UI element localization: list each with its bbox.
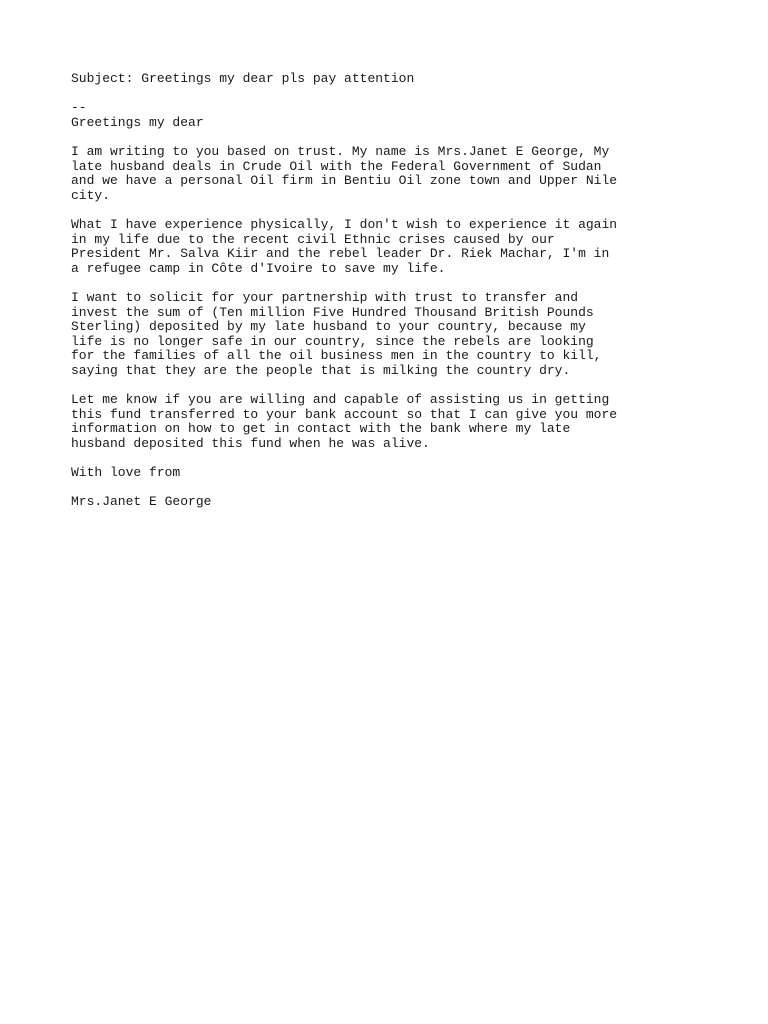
paragraph xyxy=(71,393,691,451)
paragraph-line: this fund transferred to your bank account so that I can give you more xyxy=(71,406,618,422)
paragraph-line: President Mr. Salva Kiir and the rebel leader Dr. Riek Machar, I'm in xyxy=(71,246,610,262)
email-body xyxy=(71,72,691,510)
paragraph xyxy=(71,145,691,203)
paragraph-line: life is no longer safe in our country, since the rebels are looking xyxy=(71,333,594,349)
paragraph-line: in my life due to the recent civil Ethnic crises caused by our xyxy=(71,231,555,247)
paragraph-line: Sterling) deposited by my late husband to your country, because my xyxy=(71,319,586,335)
paragraph-line: Let me know if you are willing and capable of assisting us in getting xyxy=(71,392,610,408)
paragraph-line: for the families of all the oil business men in the country to kill, xyxy=(71,348,602,364)
signature-separator: -- xyxy=(71,100,87,116)
paragraph-line: What I have experience physically, I don't wish to experience it again xyxy=(71,216,618,232)
blank-line xyxy=(71,276,691,291)
blank-line xyxy=(71,451,691,466)
paragraph-line: a refugee camp in Côte d'Ivoire to save my life. xyxy=(71,260,446,276)
email-signature: Mrs.Janet E George xyxy=(71,494,212,510)
paragraph-line: information on how to get in contact with the bank where my late xyxy=(71,421,571,437)
paragraph-line: I want to solicit for your partnership with trust to transfer and xyxy=(71,289,579,305)
email-closing: With love from xyxy=(71,465,181,481)
blank-line xyxy=(71,130,691,145)
paragraph xyxy=(71,291,691,379)
paragraph-line: and we have a personal Oil firm in Bentiu Oil zone town and Upper Nile xyxy=(71,173,618,189)
email-greeting: Greetings my dear xyxy=(71,114,204,130)
paragraph-line: I am writing to you based on trust. My name is Mrs.Janet E George, My xyxy=(71,143,610,159)
email-subject: Subject: Greetings my dear pls pay attention xyxy=(71,71,415,86)
paragraph-line: saying that they are the people that is milking the country dry. xyxy=(71,362,571,378)
blank-line xyxy=(71,481,691,496)
paragraph-line: city. xyxy=(71,187,111,203)
paragraph-line: invest the sum of (Ten million Five Hundred Thousand British Pounds xyxy=(71,304,594,320)
paragraph-line: husband deposited this fund when he was alive. xyxy=(71,435,430,451)
blank-line xyxy=(71,87,691,102)
paragraph-line: late husband deals in Crude Oil with the Federal Government of Sudan xyxy=(71,158,602,174)
paragraph xyxy=(71,218,691,276)
blank-line xyxy=(71,203,691,218)
blank-line xyxy=(71,378,691,393)
